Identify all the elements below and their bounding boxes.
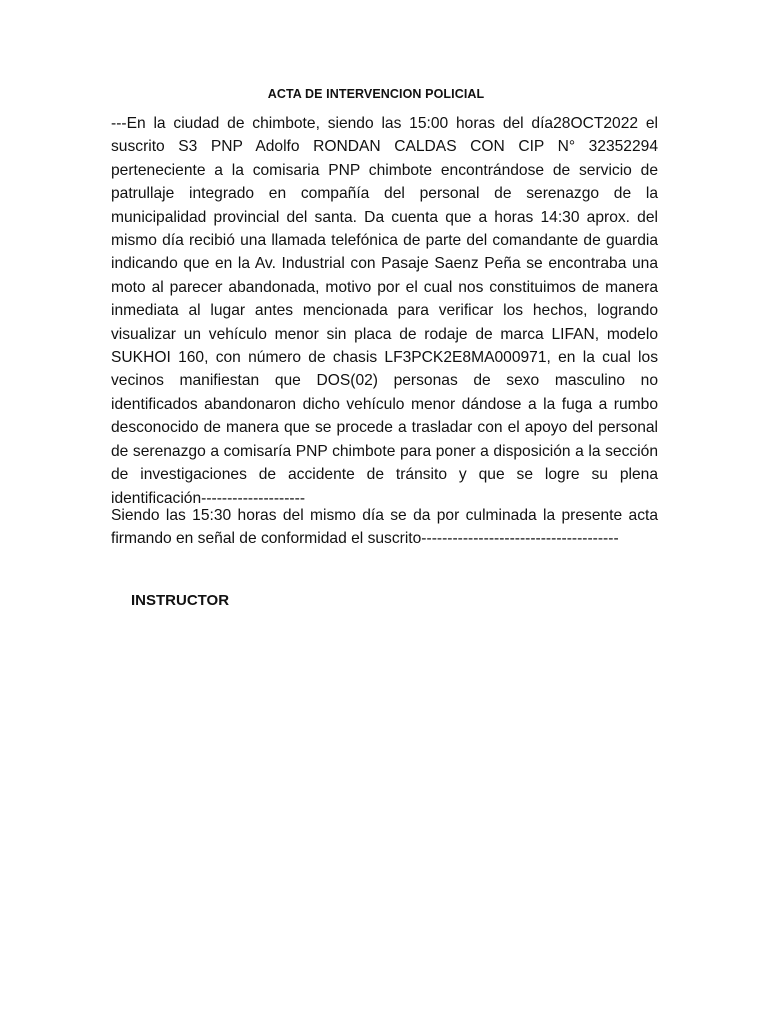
- document-title: ACTA DE INTERVENCION POLICIAL: [267, 87, 485, 101]
- signature-label: INSTRUCTOR: [131, 592, 230, 609]
- paragraph-intervention-report: ---En la ciudad de chimbote, siendo las 15:00 horas del día28OCT2022 el suscrito S3 PNP Adolfo RONDAN CALDAS CON CIP N° 32352294 perteneciente a la comisaria PNP chimbote encontrándose de servicio de patrullaje integrado en compañía del personal de serenazgo de la municipalidad provincial del santa. Da cuenta que a horas 14:30 aprox. del mismo día recibió una llamada telefónica de parte del comandante de guardia indicando que en la Av. Industrial con Pasaje Saenz Peña se encontraba una moto al parecer abandonada, motivo por el cual nos constituimos de manera inmediata al lugar antes mencionada para verificar los hechos, logrando visualizar un vehículo menor sin placa de rodaje de marca LIFAN, modelo SUKHOI 160, con número de chasis LF3PCK2E8MA000971, en la cual los vecinos manifiestan que DOS(02) personas de sexo masculino no identificados abandonaron dicho vehículo menor dándose a la fuga a rumbo desconocido de manera que se procede a trasladar con el apoyo del personal de serenazgo a comisaría PNP chimbote para poner a disposición a la sección de investigaciones de accidente de tránsito y que se logre su plena identificación--------------------: [111, 115, 658, 507]
- paragraph-closing: Siendo las 15:30 horas del mismo día se da por culminada la presente acta firmando en señal de conformidad el suscrito--------------------------------------: [111, 507, 658, 548]
